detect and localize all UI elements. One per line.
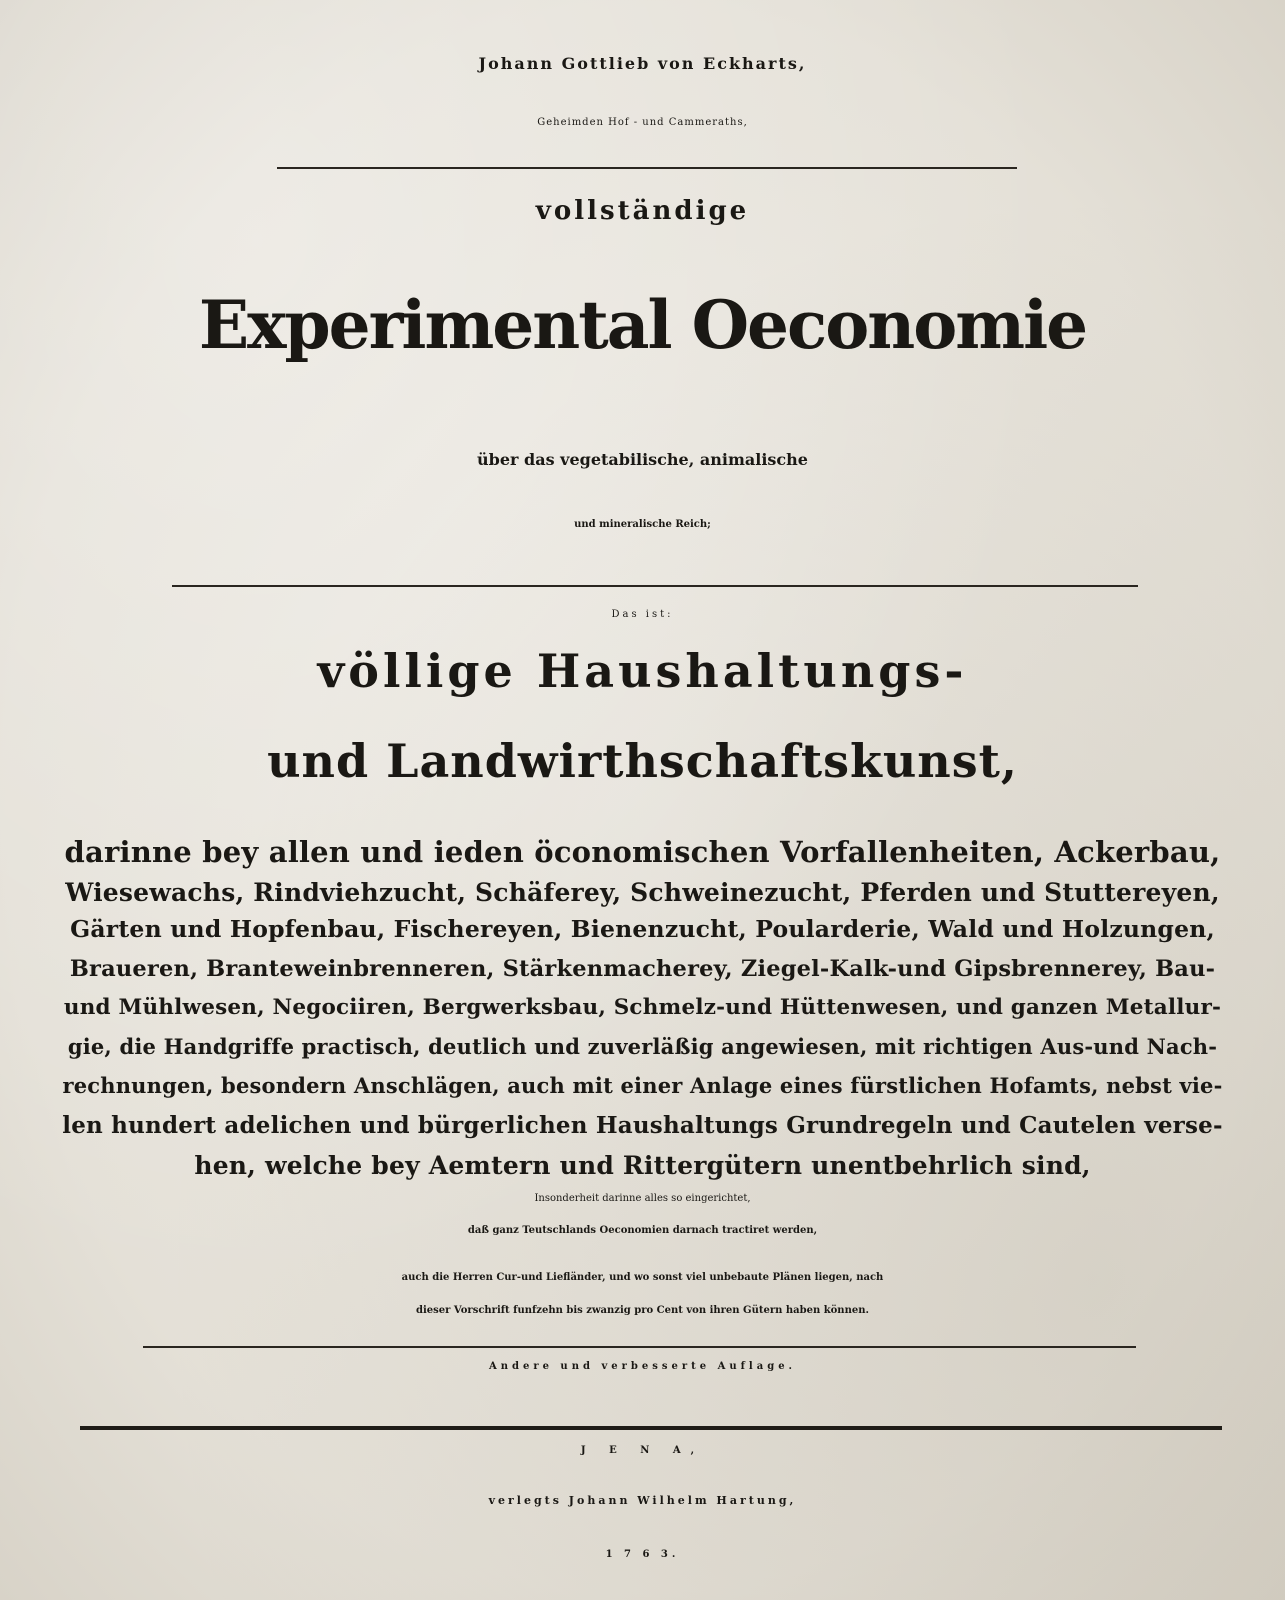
edition-line: Andere und verbesserte Auflage.: [488, 1361, 797, 1372]
imprint-place: J E N A,: [580, 1445, 705, 1456]
body-line-2: Wiesewachs, Rindviehzucht, Schäferey, Schweinezucht, Pferden und Stuttereyen,: [65, 878, 1220, 907]
divider-rule-top: [277, 167, 1017, 169]
body-line-4: Braueren, Branteweinbrenneren, Stärkenmacherey, Ziegel-Kalk-und Gipsbrennerey, Bau-: [69, 956, 1216, 982]
body-line-6: gie, die Handgriffe practisch, deutlich und zuverläßig angewiesen, mit richtigen Aus-und Nach-: [67, 1034, 1218, 1059]
das-ist: Das ist:: [611, 609, 674, 620]
heading-sub1: über das vegetabilische, animalische: [477, 450, 808, 469]
body-line-5: und Mühlwesen, Negociiren, Bergwerksbau, Schmelz-und Hüttenwesen, und ganzen Metallur-: [63, 995, 1222, 1020]
body-line-8: len hundert adelichen und bürgerlichen Haushaltungs Grundregeln und Cautelen verse-: [62, 1112, 1223, 1139]
heading-sub2: und mineralische Reich;: [574, 519, 711, 530]
tail-line-1: auch die Herren Cur-und Liefländer, und wo sonst viel unbebaute Plänen liegen, nach: [401, 1272, 884, 1283]
body-line-9: hen, welche bey Aemtern und Rittergütern unentbehrlich sind,: [194, 1151, 1091, 1180]
subtitle-line2: und Landwirthschaftskunst,: [267, 734, 1018, 788]
imprint-year: 1 7 6 3.: [605, 1549, 680, 1560]
body-line-1: darinne bey allen und ieden öconomischen Vorfallenheiten, Ackerbau,: [64, 835, 1221, 869]
author-name: Johann Gottlieb von Eckharts,: [478, 54, 807, 73]
insonderheit-line: Insonderheit darinne alles so eingerichtet,: [534, 1193, 751, 1204]
tail-line-2: dieser Vorschrift funfzehn bis zwanzig pro Cent von ihren Gütern haben können.: [416, 1305, 869, 1316]
body-line-3: Gärten und Hopfenbau, Fischereyen, Bienenzucht, Poularderie, Wald und Holzungen,: [70, 915, 1215, 943]
imprint-publisher: verlegts Johann Wilhelm Hartung,: [488, 1494, 797, 1507]
emphasis-line: daß ganz Teutschlands Oeconomien darnach tractiret werden,: [467, 1225, 818, 1236]
body-line-7: rechnungen, besondern Anschlägen, auch mit einer Anlage eines fürstlichen Hofamts, nebst vie-: [62, 1073, 1223, 1098]
heading-pre: vollständige: [535, 196, 750, 226]
author-title: Geheimden Hof - und Cammeraths,: [537, 117, 748, 128]
divider-rule-imprint: [80, 1426, 1222, 1430]
subtitle-line1: völlige Haushaltungs-: [317, 644, 968, 698]
divider-rule-middle: [172, 585, 1138, 587]
divider-rule-edition: [143, 1346, 1136, 1348]
main-title: Experimental Oeconomie: [198, 286, 1087, 364]
